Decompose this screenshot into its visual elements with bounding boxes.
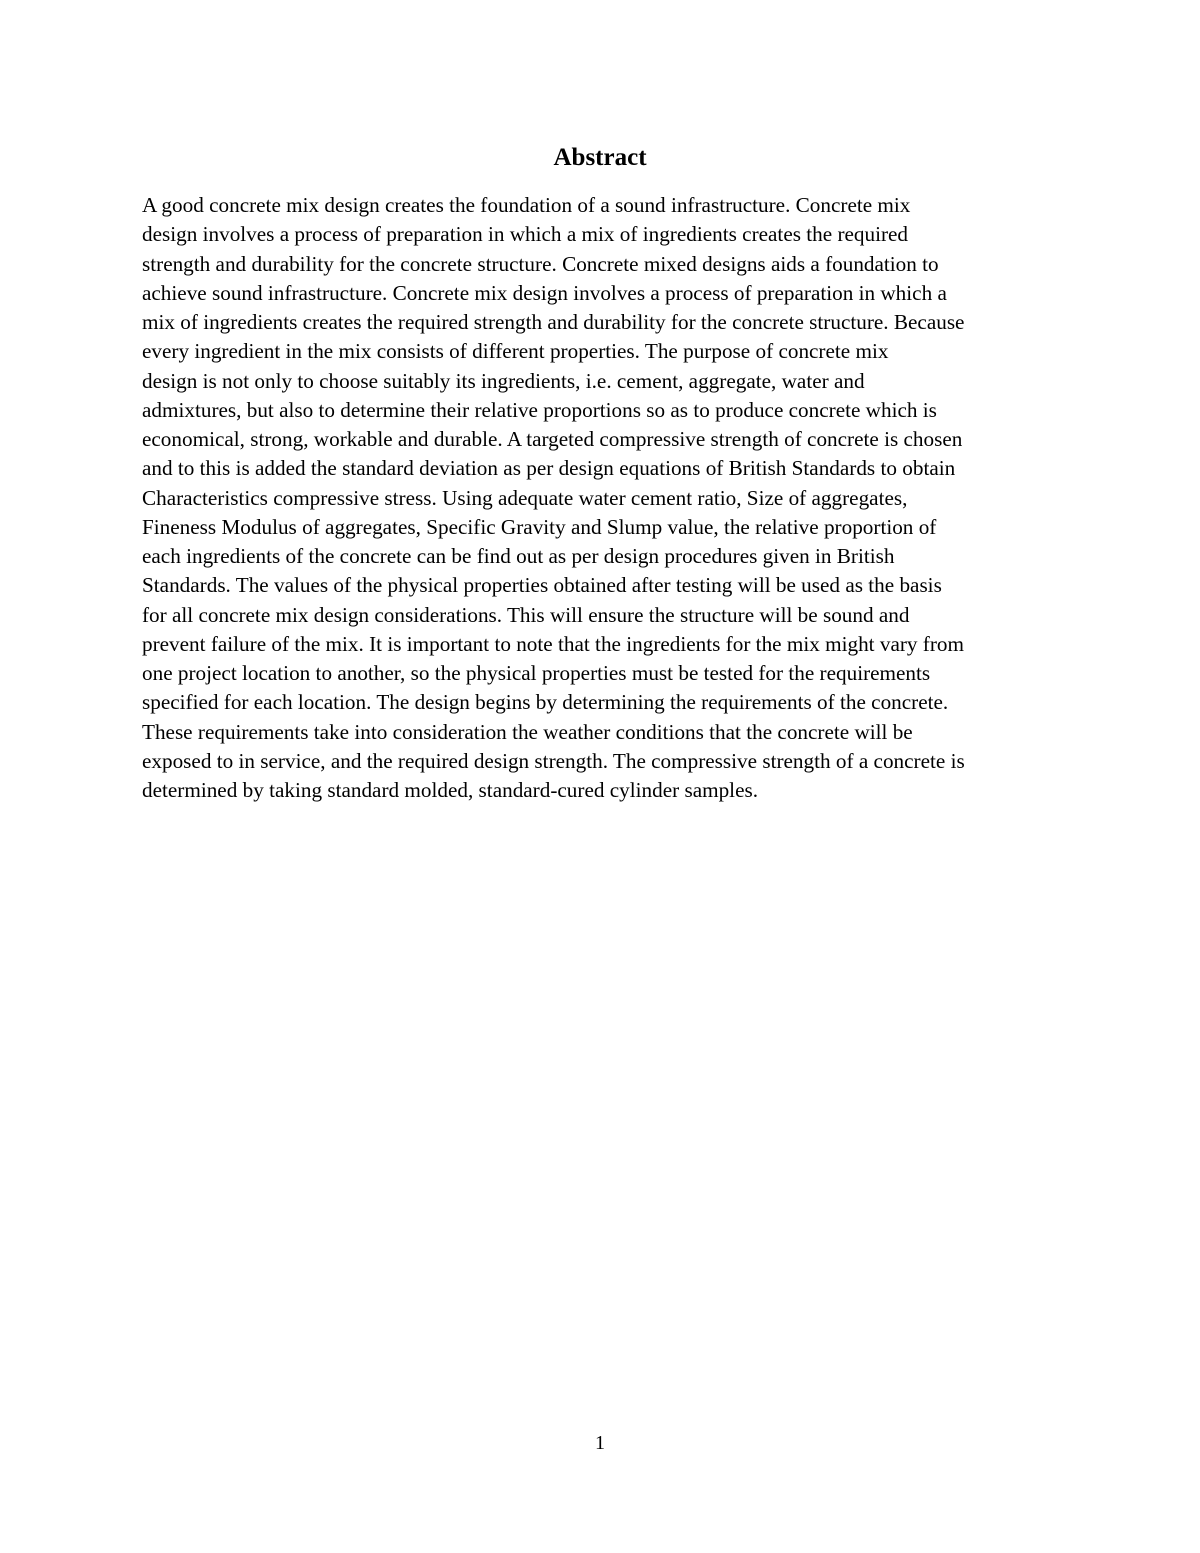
paragraph-line: These requirements take into consideration the weather conditions that the concrete will be — [142, 719, 913, 744]
paragraph-line: strength and durability for the concrete structure. Concrete mixed designs aids a foundation to — [142, 251, 939, 276]
paragraph-line: for all concrete mix design considerations. This will ensure the structure will be sound and — [142, 602, 910, 627]
paragraph-line: specified for each location. The design begins by determining the requirements of the concrete. — [142, 690, 949, 715]
paragraph-line: Standards. The values of the physical properties obtained after testing will be used as the basis — [142, 573, 942, 598]
abstract-heading: Abstract — [553, 144, 647, 171]
paragraph-line: and to this is added the standard deviation as per design equations of British Standards to obtain — [142, 456, 956, 481]
paragraph-line: design involves a process of preparation in which a mix of ingredients creates the required — [142, 222, 909, 247]
paragraph-line: exposed to in service, and the required design strength. The compressive strength of a concrete is — [142, 748, 965, 773]
paragraph-line: one project location to another, so the physical properties must be tested for the requirements — [142, 661, 931, 685]
abstract-paragraph — [142, 191, 1062, 805]
paragraph-line: mix of ingredients creates the required strength and durability for the concrete structure. Because — [142, 310, 965, 334]
paragraph-line: economical, strong, workable and durable. A targeted compressive strength of concrete is chosen — [142, 427, 963, 451]
paragraph-line: determined by taking standard molded, standard-cured cylinder samples. — [142, 778, 759, 802]
paragraph-line: A good concrete mix design creates the foundation of a sound infrastructure. Concrete mix — [142, 193, 911, 217]
page-number: 1 — [595, 1432, 605, 1454]
paragraph-line: achieve sound infrastructure. Concrete mix design involves a process of preparation in which a — [142, 280, 947, 305]
paragraph-line: each ingredients of the concrete can be find out as per design procedures given in British — [142, 544, 895, 568]
paragraph-line: Fineness Modulus of aggregates, Specific Gravity and Slump value, the relative proportion of — [142, 514, 937, 539]
paragraph-line: prevent failure of the mix. It is important to note that the ingredients for the mix might vary from — [142, 631, 964, 656]
paragraph-line: design is not only to choose suitably its ingredients, i.e. cement, aggregate, water and — [142, 368, 865, 393]
paragraph-line: Characteristics compressive stress. Using adequate water cement ratio, Size of aggregates, — [142, 485, 908, 510]
paragraph-line: every ingredient in the mix consists of different properties. The purpose of concrete mix — [142, 339, 889, 364]
paragraph-line: admixtures, but also to determine their relative proportions so as to produce concrete which is — [142, 397, 937, 422]
